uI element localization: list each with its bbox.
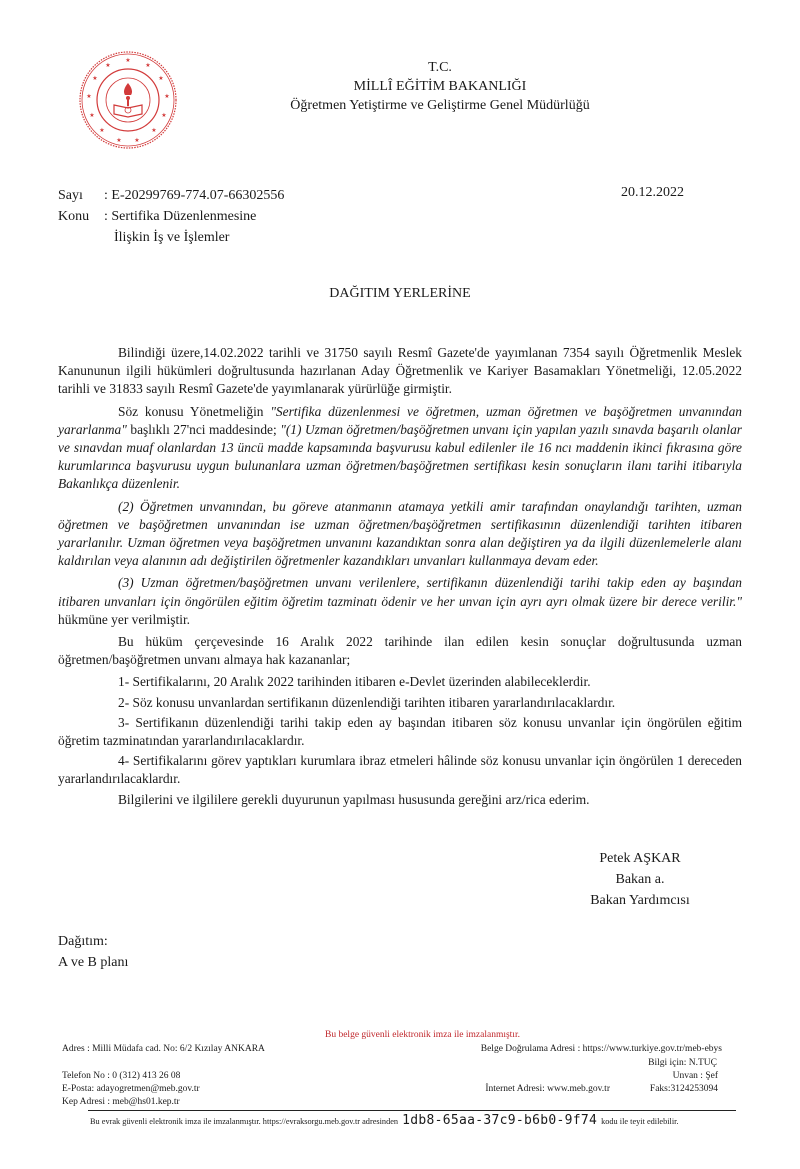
quote-article-2: (2) Öğretmen unvanından, bu göreve atanmanın atamaya yetkili amir tarafından onaylandığı tarihten, uzman öğretmen ve başöğretmen unvanından ise uzman öğretmen/başöğretmen sertifikasının düzenlendiği tarihten itibaren yararlanılır. Uzman öğretmen veya başöğretmen unvanını kazandıktan sonra alan değiştiren ya da ilgili düzenlemelerle alanı kaldırılan veya alanının adı değiştirilen öğretmenler kazandıkları unvanları kullanmaya devam eder.: [58, 498, 742, 569]
konu-value-cont: İlişkin İş ve İşlemler: [114, 230, 230, 245]
quote-article-3: (3) Uzman öğretmen/başöğretmen unvanı verilenlere, sertifikanın düzenlendiği tarihi takip eden ay başından itibaren unvanları için öngörülen eğitim öğretim tazminatı ödenir ve her unvan için ayrı ayrı olmak üzere bir derece verilir.": [58, 575, 742, 609]
svg-text:★: ★: [145, 63, 151, 69]
svg-text:★: ★: [105, 63, 111, 69]
text-run: hükmüne yer verilmiştir.: [58, 611, 191, 627]
svg-text:★: ★: [99, 128, 105, 134]
footer-address: Adres : Milli Müdafa cad. No: 6/2 Kızılay ANKARA: [62, 1044, 265, 1054]
quote-article-1: "(1) Uzman öğretmen/başöğretmen unvanı için yapılan yazılı sınavda başarılı olanlar ve sınavdan muaf olanlardan 13 üncü madde kapsamında başvurusu kabul edilenler ile 16 ncı maddenin ikinci fıkrasına göre kurumlarınca başvurusu uygun bulunanlara uzman öğretmen/başöğretmen sertifikası kesin sonuçların ilanı tarihi itibarıyla Bakanlıkça düzenlenir.: [58, 421, 742, 492]
svg-text:★: ★: [164, 94, 170, 100]
footer-internet[interactable]: İnternet Adresi: www.meb.gov.tr: [485, 1084, 610, 1094]
footer-verification-address[interactable]: Belge Doğrulama Adresi : https://www.turkiye.gov.tr/meb-ebys: [480, 1044, 722, 1054]
distribution-value: A ve B planı: [58, 955, 129, 970]
quote-title: "Sertifika düzenlenmesi ve öğretmen, uzman öğretmen ve başöğretmen unvanından yararlanma": [58, 403, 742, 437]
paragraph-context: Bu hüküm çerçevesinde 16 Aralık 2022 tarihinde ilan edilen kesin sonuçlar doğrultusunda uzman öğretmen/başöğretmen unvanı almaya hak kazananlar;: [58, 634, 742, 668]
signatory-name: Petek AŞKAR: [599, 851, 681, 866]
paragraph-regulation: [58, 403, 742, 494]
distribution-block: [58, 931, 128, 973]
distribution-label: Dağıtım:: [58, 934, 108, 949]
paragraph-article-3: [58, 574, 742, 629]
svg-text:★: ★: [161, 113, 167, 119]
svg-text:★: ★: [92, 76, 98, 82]
paragraph-intro: Bilindiği üzere,14.02.2022 tarihli ve 31750 sayılı Resmî Gazete'de yayımlanan 7354 sayılı Öğretmenlik Meslek Kanununun ilgili hükümleri doğrultusunda hazırlanan Aday Öğretmenlik ve Kariyer Basamakları Yönetmeliği, 12.05.2022 tarihli ve 31833 sayılı Resmî Gazete'de yayımlanarak yürürlüğe girmiştir.: [58, 345, 742, 397]
footer-kep: Kep Adresi : meb@hs01.kep.tr: [62, 1097, 180, 1107]
paragraph-closing: Bilgilerini ve ilgililere gerekli duyurunun yapılması hususunda gereğini arz/rica ederim.: [118, 791, 590, 807]
list-item: 1- Sertifikalarını, 20 Aralık 2022 tarihinden itibaren e-Devlet üzerinden alabileceklerdir.: [118, 674, 591, 690]
signature-block: [560, 848, 720, 911]
e-signature-note: Bu belge güvenli elektronik imza ile imzalanmıştır.: [325, 1030, 520, 1040]
verify-prefix: Bu evrak güvenli elektronik imza ile imzalanmıştır. https://evraksorgu.meb.gov.tr adresinden: [90, 1117, 399, 1126]
list-item: 4- Sertifikalarını görev yaptıkları kurumlara ibraz etmeleri hâlinde söz konusu unvanlar için öngörülen 1 dereceden yararlandırılacaklardır.: [58, 753, 742, 787]
footer-email[interactable]: E-Posta: adayogretmen@meb.gov.tr: [62, 1084, 200, 1094]
list-item: 2- Söz konusu unvanlardan sertifikanın düzenlendiği tarihten itibaren yararlandırılacaklardır.: [118, 694, 616, 710]
ministry-logo: [78, 50, 178, 150]
distribution-title: DAĞITIM YERLERİNE: [329, 286, 471, 301]
meb-emblem-icon: [78, 50, 178, 150]
footer-phone: Telefon No : 0 (312) 413 26 08: [62, 1071, 181, 1081]
header-ministry: MİLLÎ EĞİTİM BAKANLIĞI: [353, 79, 527, 94]
footer-fax: Faks:3124253094: [649, 1084, 718, 1094]
svg-text:★: ★: [89, 113, 95, 119]
header-directorate: Öğretmen Yetiştirme ve Geliştirme Genel Müdürlüğü: [290, 98, 590, 113]
paragraph-article-2: [58, 498, 742, 571]
verify-suffix: kodu ile teyit edilebilir.: [601, 1117, 679, 1126]
sayi-value: : E-20299769-774.07-66302556: [104, 188, 285, 203]
text-run: Söz konusu Yönetmeliğin: [118, 403, 271, 419]
svg-text:★: ★: [86, 94, 92, 100]
konu-label: Konu: [58, 209, 90, 224]
footer-info: Bilgi için: N.TUÇ: [648, 1058, 717, 1068]
header-tc: T.C.: [428, 60, 452, 75]
verify-code: 1db8-65aa-37c9-b6b0-9f74: [402, 1113, 598, 1128]
sayi-label: Sayı: [58, 188, 83, 203]
footer-divider: [88, 1110, 736, 1111]
konu-value: : Sertifika Düzenlenmesine: [104, 209, 257, 224]
verification-line: [90, 1113, 679, 1128]
svg-text:★: ★: [158, 76, 164, 82]
signatory-delegation: Bakan a.: [615, 872, 665, 887]
svg-text:★: ★: [134, 138, 140, 144]
letter-body: [58, 344, 742, 813]
letterhead: [230, 58, 650, 115]
svg-text:★: ★: [125, 58, 131, 64]
text-run: başlıklı 27'nci maddesinde;: [126, 421, 281, 437]
list-item: 3- Sertifikanın düzenlendiği tarihi takip eden ay başından itibaren söz konusu unvanlar için öngörülen eğitim öğretim tazminatından yararlandırılacaklardır.: [58, 714, 742, 749]
document-date: 20.12.2022: [621, 185, 684, 200]
signatory-title: Bakan Yardımcısı: [590, 893, 690, 908]
svg-text:★: ★: [116, 138, 122, 144]
footer-title: Unvan : Şef: [672, 1071, 718, 1081]
svg-text:★: ★: [151, 128, 157, 134]
